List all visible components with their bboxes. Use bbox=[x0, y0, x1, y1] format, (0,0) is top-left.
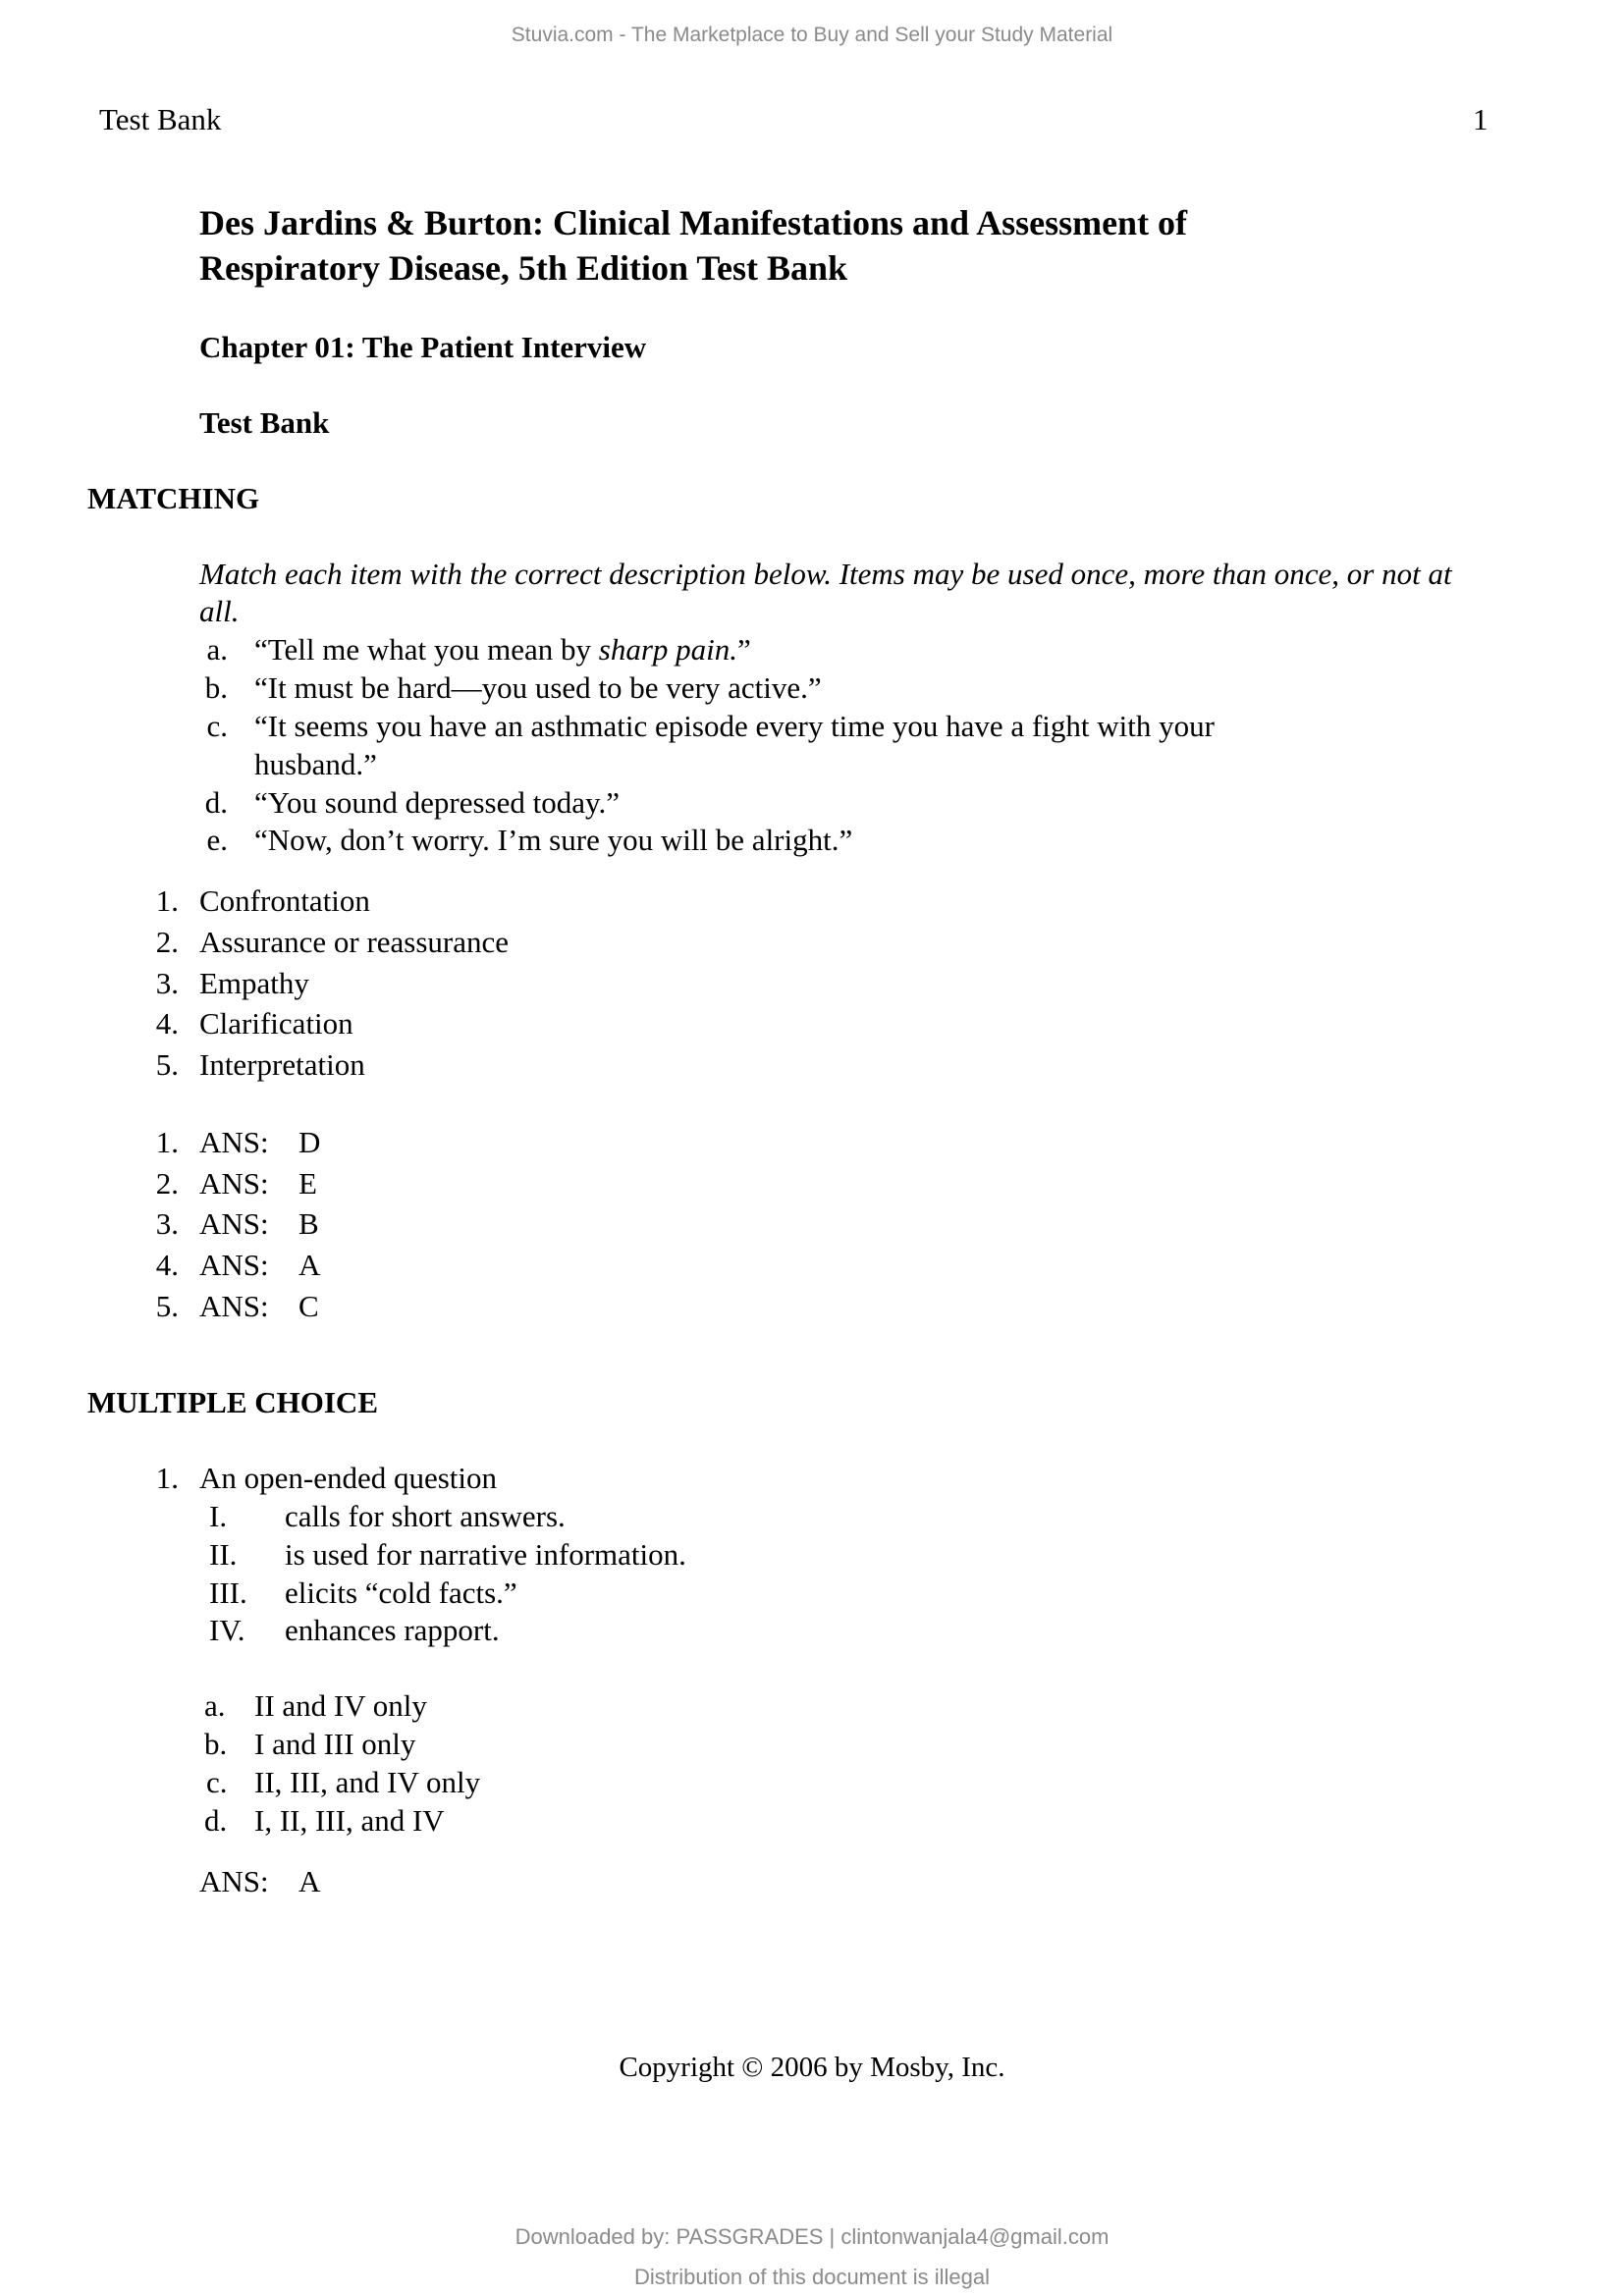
statement-text: calls for short answers. bbox=[285, 1499, 566, 1533]
choice-label: b. bbox=[204, 1727, 228, 1761]
answer-label: ANS: bbox=[199, 1206, 269, 1241]
answer-number: 2. bbox=[155, 1166, 179, 1201]
option-text: “You sound depressed today.” bbox=[254, 785, 620, 820]
choice-text: II and IV only bbox=[254, 1688, 427, 1723]
statement-numeral: II. bbox=[209, 1537, 238, 1572]
copyright-footer: Copyright © 2006 by Mosby, Inc. bbox=[619, 2052, 1005, 2083]
option-label: c. bbox=[206, 709, 228, 743]
site-banner: Stuvia.com - The Marketplace to Buy and Sell your Study Material bbox=[511, 24, 1113, 46]
distribution-notice: Distribution of this document is illegal bbox=[634, 2265, 990, 2289]
item-number: 1. bbox=[155, 883, 179, 918]
statement-numeral: I. bbox=[209, 1499, 228, 1533]
answer-number: 4. bbox=[155, 1248, 179, 1282]
document-title-line-1: Des Jardins & Burton: Clinical Manifestations and Assessment of bbox=[199, 203, 1188, 242]
option-label: d. bbox=[204, 785, 228, 820]
answer-label: ANS: bbox=[199, 1166, 269, 1201]
option-label: b. bbox=[204, 670, 228, 705]
choice-text: II, III, and IV only bbox=[254, 1765, 481, 1799]
answer-label: ANS: bbox=[199, 1864, 269, 1898]
statement-text: elicits “cold facts.” bbox=[285, 1575, 517, 1610]
answer-value: D bbox=[298, 1125, 321, 1159]
matching-heading: MATCHING bbox=[87, 481, 260, 515]
item-text: Clarification bbox=[199, 1006, 353, 1041]
option-label: e. bbox=[206, 823, 228, 857]
answer-number: 5. bbox=[155, 1289, 179, 1323]
multiple-choice-heading: MULTIPLE CHOICE bbox=[87, 1385, 378, 1419]
statement-numeral: III. bbox=[209, 1575, 247, 1610]
answer-value: B bbox=[298, 1206, 319, 1241]
answer-value: A bbox=[298, 1864, 321, 1898]
answer-value: A bbox=[298, 1248, 321, 1282]
choice-text: I and III only bbox=[254, 1727, 416, 1761]
answer-value: C bbox=[298, 1289, 319, 1323]
item-text: Empathy bbox=[199, 966, 309, 1000]
answer-number: 3. bbox=[155, 1206, 179, 1241]
subheading: Test Bank bbox=[199, 405, 330, 440]
option-text: “It seems you have an asthmatic episode every time you have a fight with your bbox=[254, 709, 1215, 743]
page-number: 1 bbox=[1473, 102, 1489, 136]
item-number: 2. bbox=[155, 925, 179, 959]
download-notice: Downloaded by: PASSGRADES | clintonwanjala4@gmail.com bbox=[514, 2224, 1110, 2249]
option-label: a. bbox=[206, 632, 228, 667]
choice-text: I, II, III, and IV bbox=[254, 1803, 445, 1838]
option-text: husband.” bbox=[254, 747, 377, 781]
answer-label: ANS: bbox=[199, 1248, 269, 1282]
statement-numeral: IV. bbox=[209, 1613, 245, 1647]
item-text: Interpretation bbox=[199, 1047, 365, 1082]
statement-text: enhances rapport. bbox=[285, 1613, 500, 1647]
matching-instruction: Match each item with the correct description below. Items may be used once, more than once, or not at all. bbox=[199, 557, 1452, 628]
document-title bbox=[199, 200, 1187, 291]
document-title-line-2: Respiratory Disease, 5th Edition Test Bank bbox=[199, 248, 848, 288]
choice-label: a. bbox=[204, 1688, 226, 1723]
item-number: 4. bbox=[155, 1006, 179, 1041]
choice-label: c. bbox=[206, 1765, 228, 1799]
item-text: Confrontation bbox=[199, 883, 370, 918]
answer-value: E bbox=[298, 1166, 317, 1201]
question-stem: An open-ended question bbox=[199, 1461, 498, 1495]
running-header-title: Test Bank bbox=[99, 102, 222, 136]
answer-label: ANS: bbox=[199, 1289, 269, 1323]
item-number: 3. bbox=[155, 966, 179, 1000]
option-text: “It must be hard—you used to be very active.” bbox=[254, 670, 822, 705]
item-number: 5. bbox=[155, 1047, 179, 1082]
choice-label: d. bbox=[204, 1803, 228, 1838]
question-number: 1. bbox=[155, 1461, 179, 1495]
item-text: Assurance or reassurance bbox=[199, 925, 510, 959]
option-text: “Now, don’t worry. I’m sure you will be alright.” bbox=[254, 823, 853, 857]
answer-label: ANS: bbox=[199, 1125, 269, 1159]
statement-text: is used for narrative information. bbox=[285, 1537, 686, 1572]
answer-number: 1. bbox=[155, 1125, 179, 1159]
option-text: “Tell me what you mean by sharp pain.” bbox=[254, 632, 751, 667]
chapter-heading: Chapter 01: The Patient Interview bbox=[199, 330, 647, 364]
